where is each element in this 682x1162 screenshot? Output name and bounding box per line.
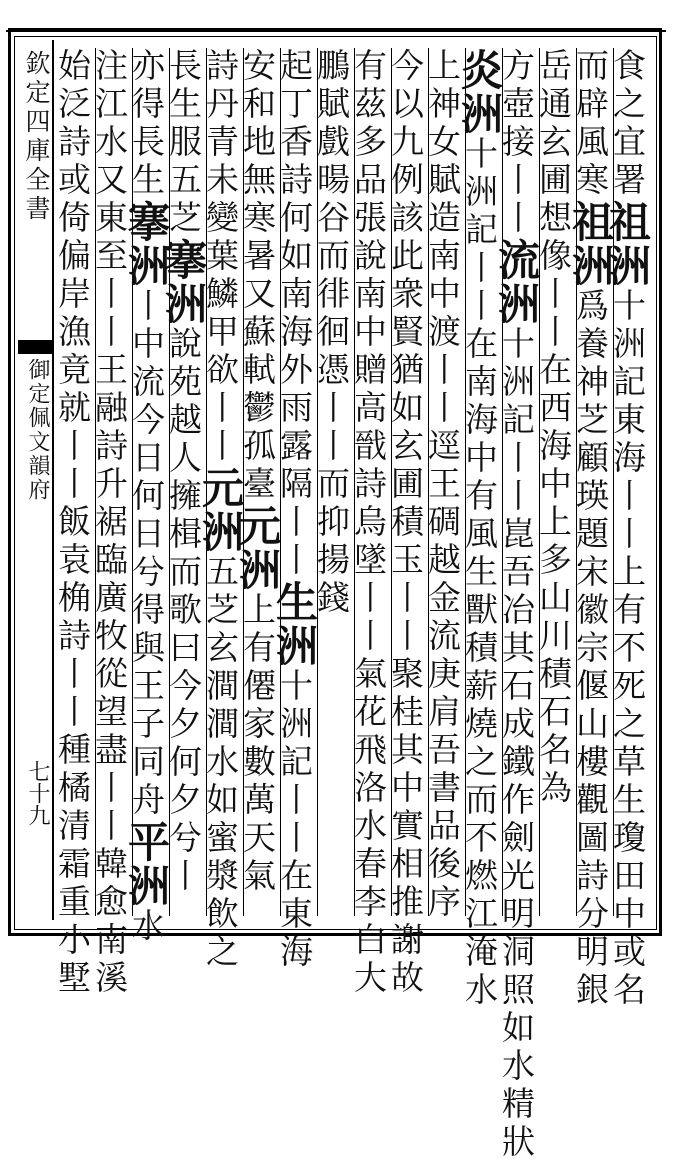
text-column [455,48,504,1010]
text-run: 丨中流今日何日兮得與王子同舟 [127,288,166,820]
text-run: 十洲記丨丨在南海中有風生獸積薪燒之而不燃江淹水 [460,136,499,1010]
text-columns [53,40,656,1162]
text-column [386,48,428,998]
text-column [566,48,615,1010]
headword: 元洲 [233,504,282,592]
text-column [492,48,541,1162]
text-column [90,48,132,998]
text-run: 今以九例該此衆賢猶如玄圃積玉丨丨聚桂其中實相推謝故 [386,48,425,998]
text-run: 注江水又東至丨丨王融詩升裾臨廣牧從望盡丨丨韓愈南溪 [90,48,129,998]
headword: 生洲 [270,580,319,668]
text-run: 鵬賦戲暘谷而徘徊憑丨丨而抑揚錢 [312,48,351,618]
text-column [53,48,95,998]
text-run: 十洲記東海丨丨上有不死之草生瓊田中或名 [608,288,647,1010]
text-run: 長生服五芝 [164,48,203,238]
text-run: 上有僊家數萬天氣 [238,592,277,896]
headword: 流洲 [492,238,541,326]
text-run: 安和地無寒暑又蘇軾鬱孤臺 [238,48,277,504]
text-run: 十洲記丨丨崑吾冶其石成鐵作劍光明洞照如水精狀 [497,326,536,1162]
text-column [196,48,245,972]
text-column [603,48,652,1010]
text-run: 岳通玄圃想像丨丨在西海中上多山川積石名為 [534,48,573,808]
text-run: 亦得長生 [127,48,166,200]
text-column [122,48,171,946]
text-run: 五芝玄澗澗水如蜜漿飲之 [201,554,240,972]
text-column [233,48,282,916]
text-column [423,48,465,922]
text-column [159,48,208,916]
text-run: 上神女賦造南中渡丨丨逕王碉越金流庚肩吾書品後序 [423,48,462,922]
text-run: 始泛詩或倚偏岸漁竟就丨丨飯袁桷詩丨丨種橘清霜重小墅 [53,48,92,998]
text-run: 十洲記丨丨在東海 [275,668,314,972]
text-run: 有茲多品張說南中贈高戩詩烏墜丨丨氣花飛洛水春李白大 [349,48,388,998]
text-run: 方壺接丨丨 [497,48,536,238]
text-run: 水 [127,908,166,946]
headword: 平洲 [122,820,171,908]
headword: 祖洲 [566,200,615,288]
text-run: 說苑越人擁楫而歌曰今夕何夕兮丨 [164,326,203,896]
book-subtitle: 御定佩文韻府 [25,358,50,502]
headword: 搴洲 [159,238,208,326]
text-column [312,48,354,916]
text-run: 食之宜署 [608,48,647,200]
text-column [270,48,319,972]
book-title: 欽定四庫全書 [22,50,51,224]
headword: 搴洲 [122,200,171,288]
text-column [534,48,576,916]
headword: 祖洲 [603,200,652,288]
text-run: 起丁香詩何如南海外雨露隔丨丨 [275,48,314,580]
text-run: 詩丹青未變葉鱗甲欲丨丨 [201,48,240,466]
page-number: 七十九 [25,760,50,826]
headword: 元洲 [196,466,245,554]
headword: 炎洲 [455,48,504,136]
text-column [349,48,391,998]
text-run: 爲養神芝顧瑛題宋徽宗偃山樓觀圖詩分明銀 [571,288,610,1010]
text-run: 而辟風寒 [571,48,610,200]
